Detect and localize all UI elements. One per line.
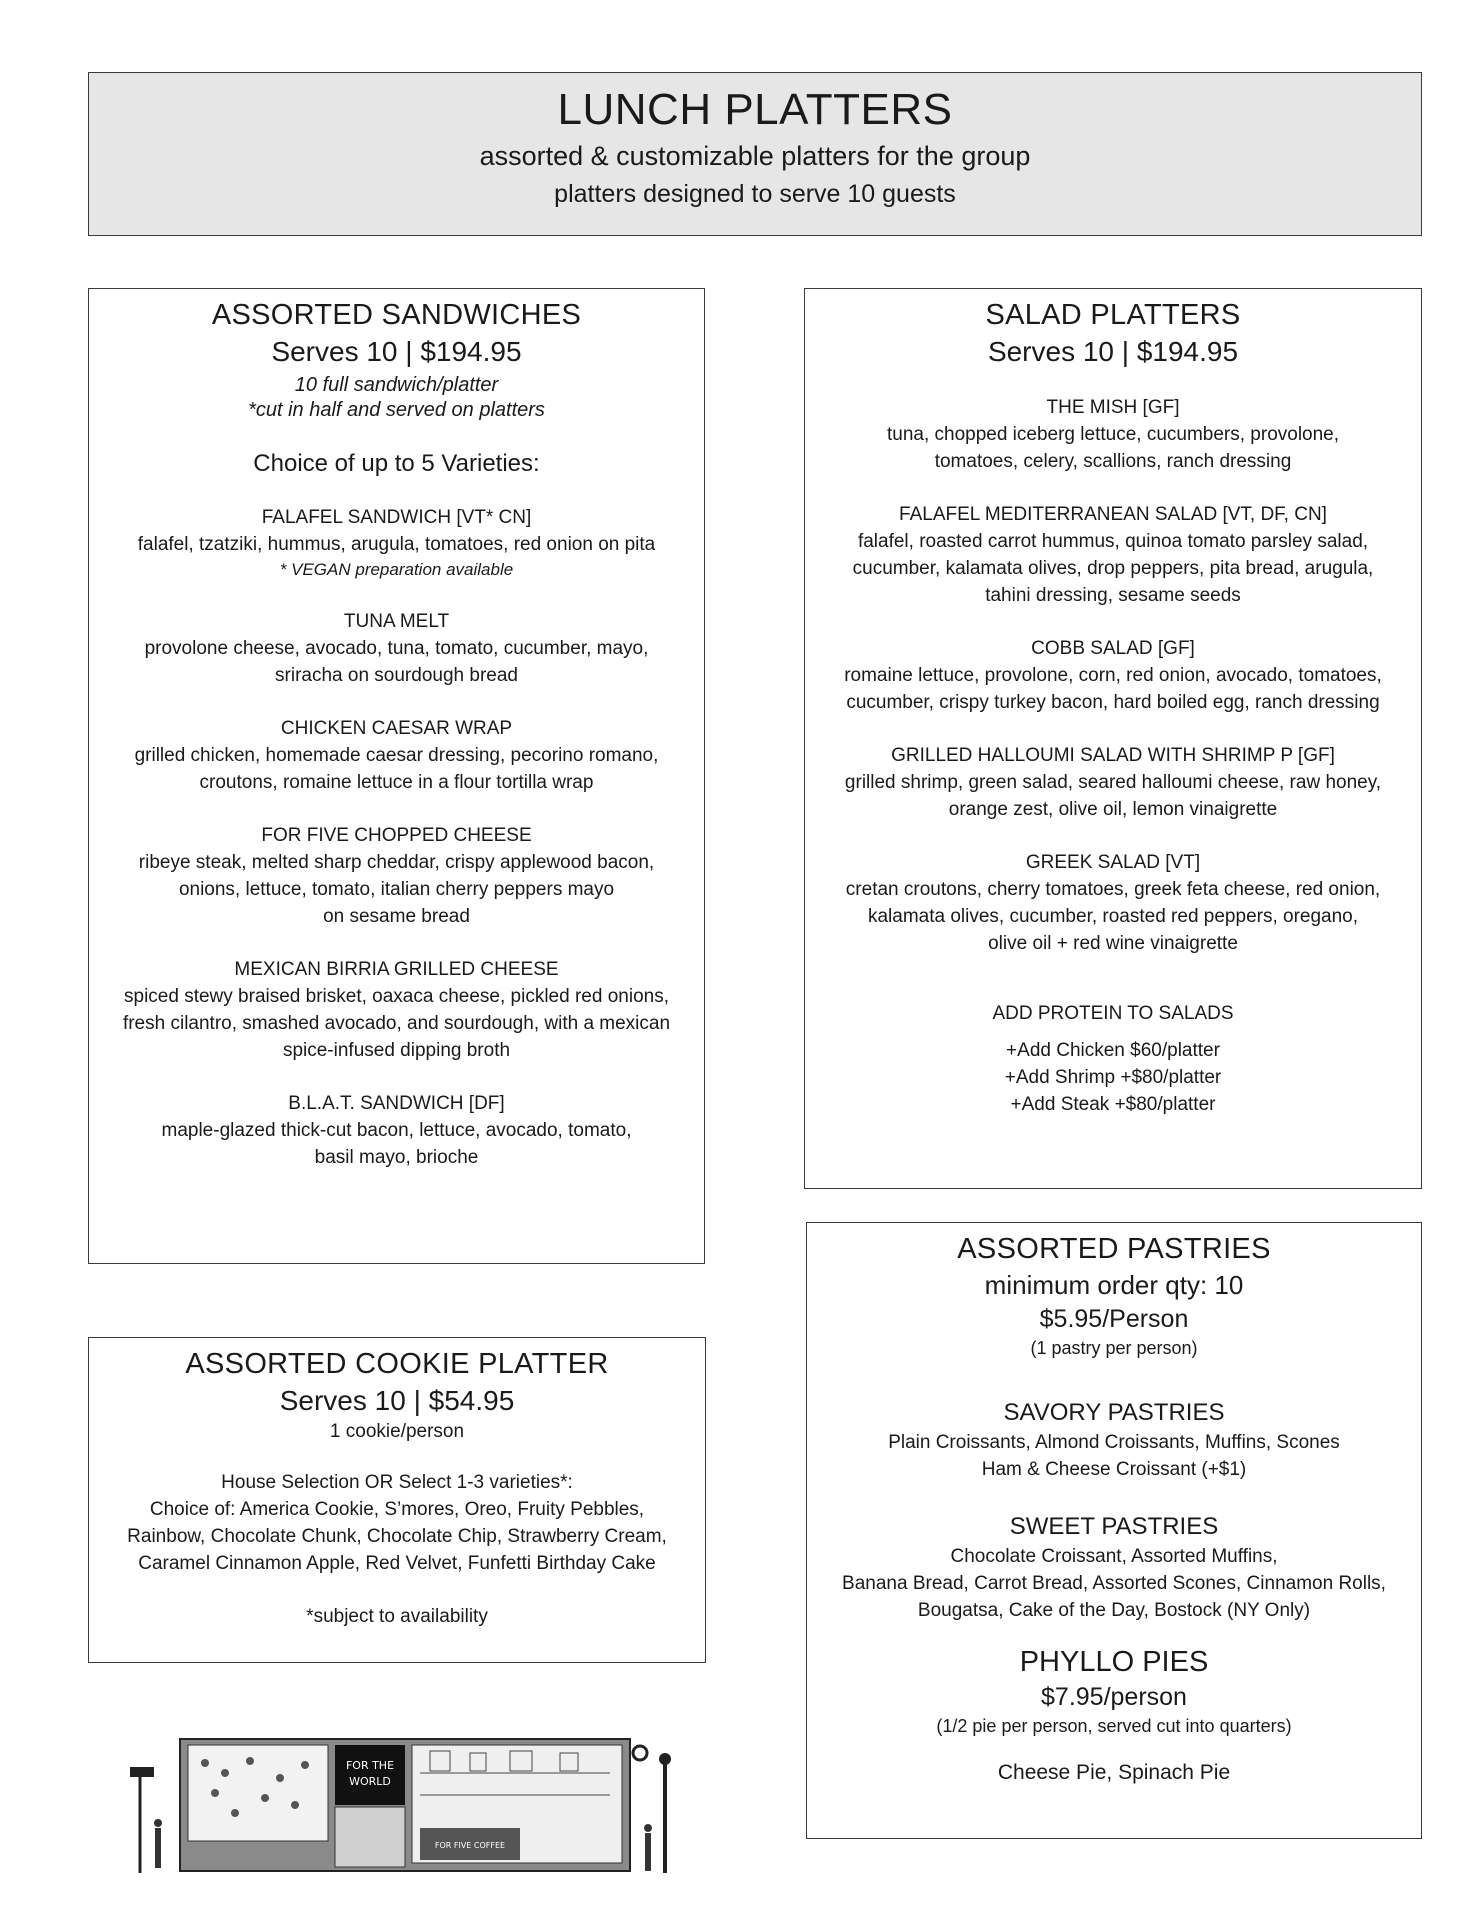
item-name: FOR FIVE CHOPPED CHEESE <box>261 825 532 846</box>
page-subtitle-2: platters designed to serve 10 guests <box>554 180 956 208</box>
sweet-list <box>807 1543 1421 1624</box>
note: *cut in half and served on platters <box>248 399 545 421</box>
sweet-heading: SWEET PASTRIES <box>1009 1513 1219 1540</box>
pastry-line: Bougatsa, Cake of the Day, Bostock (NY Only) <box>917 1600 1311 1621</box>
item-desc: falafel, tzatziki, hummus, arugula, tomatoes, red onion on pita <box>137 534 656 555</box>
item-desc: cretan croutons, cherry tomatoes, greek feta cheese, red onion, <box>845 879 1381 900</box>
menu-item <box>805 635 1421 716</box>
storefront-illustration <box>130 1733 690 1883</box>
item-desc: fresh cilantro, smashed avocado, and sourdough, with a mexican <box>122 1013 671 1034</box>
item-desc: grilled chicken, homemade caesar dressing, pecorino romano, <box>134 745 659 766</box>
item-desc: sriracha on sourdough bread <box>275 665 518 686</box>
item-desc: provolone cheese, avocado, tuna, tomato, cucumber, mayo, <box>144 638 649 659</box>
item-desc: basil mayo, brioche <box>314 1147 479 1168</box>
per-person: (1 pastry per person) <box>1030 1338 1198 1358</box>
item-desc: kalamata olives, cucumber, roasted red peppers, oregano, <box>867 906 1359 927</box>
item-name: CHICKEN CAESAR WRAP <box>280 718 513 739</box>
hanging-sign <box>633 1746 647 1760</box>
phyllo-note: (1/2 pie per person, served cut into quarters) <box>936 1716 1292 1736</box>
item-desc: tahini dressing, sesame seeds <box>985 585 1241 606</box>
protein-option: +Add Chicken $60/platter <box>1006 1040 1220 1061</box>
section-title: ASSORTED SANDWICHES <box>211 299 582 331</box>
savory-list <box>807 1429 1421 1483</box>
menu-item <box>805 742 1421 823</box>
savory-heading: SAVORY PASTRIES <box>1003 1399 1225 1426</box>
item-name: GRILLED HALLOUMI SALAD WITH SHRIMP P [GF] <box>891 745 1335 766</box>
item-desc: cucumber, crispy turkey bacon, hard boiled egg, ranch dressing <box>846 692 1380 713</box>
door-panel <box>335 1807 405 1867</box>
sandwiches-section <box>88 288 705 1264</box>
lamp-head <box>659 1753 671 1765</box>
item-desc: romaine lettuce, provolone, corn, red onion, avocado, tomatoes, <box>844 665 1382 686</box>
item-desc: falafel, roasted carrot hummus, quinoa tomato parsley salad, <box>857 531 1369 552</box>
section-title: ASSORTED PASTRIES <box>957 1233 1271 1265</box>
protein-option: +Add Steak +$80/platter <box>1010 1094 1216 1115</box>
menu-item <box>89 822 704 930</box>
pastries-section <box>806 1222 1422 1839</box>
cookie-options <box>89 1469 705 1577</box>
sign-text-line-1: FOR THE <box>345 1759 395 1772</box>
page-title: LUNCH PLATTERS <box>557 85 953 134</box>
cookie-line: House Selection OR Select 1-3 varieties*: <box>221 1472 573 1493</box>
section-title: SALAD PLATTERS <box>985 299 1241 331</box>
menu-item <box>89 608 704 689</box>
phyllo-price: $7.95/person <box>1041 1683 1187 1711</box>
item-name: FALAFEL SANDWICH [VT* CN] <box>261 507 532 528</box>
pastry-line: Plain Croissants, Almond Croissants, Muffins, Scones <box>888 1432 1340 1453</box>
item-desc: ribeye steak, melted sharp cheddar, crispy applewood bacon, <box>138 852 655 873</box>
item-name: TUNA MELT <box>343 611 450 632</box>
menu-item <box>805 394 1421 475</box>
price: $5.95/Person <box>1039 1305 1189 1333</box>
left-window <box>188 1745 328 1841</box>
serves-price: Serves 10 | $194.95 <box>987 336 1239 367</box>
cookie-line: Choice of: America Cookie, S’mores, Oreo, Fruity Pebbles, <box>149 1499 645 1520</box>
cookie-line: Caramel Cinnamon Apple, Red Velvet, Funfetti Birthday Cake <box>138 1553 656 1574</box>
item-desc: grilled shrimp, green salad, seared halloumi cheese, raw honey, <box>844 772 1382 793</box>
item-desc: spiced stewy braised brisket, oaxaca cheese, pickled red onions, <box>124 986 669 1007</box>
salad-list <box>805 394 1421 957</box>
cookies-section <box>88 1337 706 1663</box>
minimum-order: minimum order qty: 10 <box>984 1270 1244 1300</box>
protein-option: +Add Shrimp +$80/platter <box>1004 1067 1222 1088</box>
item-desc: spice-infused dipping broth <box>282 1040 511 1061</box>
item-name: GREEK SALAD [VT] <box>1025 852 1201 873</box>
menu-item <box>805 849 1421 957</box>
item-name: THE MISH [GF] <box>1046 397 1180 418</box>
pastry-line: Chocolate Croissant, Assorted Muffins, <box>950 1546 1278 1567</box>
item-desc: cucumber, kalamata olives, drop peppers, pita bread, arugula, <box>852 558 1374 579</box>
serves-price: Serves 10 | $54.95 <box>279 1385 515 1416</box>
protein-heading: ADD PROTEIN TO SALADS <box>992 1003 1234 1024</box>
sandwich-list <box>89 504 704 1171</box>
item-desc: orange zest, olive oil, lemon vinaigrette <box>948 799 1278 820</box>
item-desc: olive oil + red wine vinaigrette <box>988 933 1238 954</box>
sign-text-line-2: WORLD <box>349 1775 391 1788</box>
item-desc: tuna, chopped iceberg lettuce, cucumbers, provolone, <box>886 424 1340 445</box>
note: 10 full sandwich/platter <box>294 374 499 396</box>
pastry-line: Banana Bread, Carrot Bread, Assorted Scones, Cinnamon Rolls, <box>842 1573 1386 1594</box>
choice-heading: Choice of up to 5 Varieties: <box>253 450 540 477</box>
salads-section <box>804 288 1422 1189</box>
item-desc: tomatoes, celery, scallions, ranch dressing <box>934 451 1292 472</box>
availability-note: *subject to availability <box>306 1606 488 1627</box>
menu-item <box>89 956 704 1064</box>
section-title: ASSORTED COOKIE PLATTER <box>185 1348 609 1380</box>
street-sign <box>130 1767 154 1777</box>
phyllo-items: Cheese Pie, Spinach Pie <box>997 1761 1231 1784</box>
item-desc: onions, lettuce, tomato, italian cherry peppers mayo <box>178 879 615 900</box>
serves-price: Serves 10 | $194.95 <box>271 336 522 367</box>
item-name: B.L.A.T. SANDWICH [DF] <box>288 1093 505 1114</box>
item-name: MEXICAN BIRRIA GRILLED CHEESE <box>234 959 559 980</box>
item-desc: on sesame bread <box>323 906 470 927</box>
item-note: * VEGAN preparation available <box>279 560 514 579</box>
header-banner <box>88 72 1422 236</box>
menu-item <box>89 1090 704 1171</box>
protein-list <box>805 1037 1421 1118</box>
menu-item <box>89 504 704 582</box>
page-subtitle: assorted & customizable platters for the group <box>479 141 1031 171</box>
item-name: FALAFEL MEDITERRANEAN SALAD [VT, DF, CN] <box>899 504 1327 525</box>
menu-item <box>89 715 704 796</box>
item-name: COBB SALAD [GF] <box>1031 638 1195 659</box>
menu-item <box>805 501 1421 609</box>
cookie-line: Rainbow, Chocolate Chunk, Chocolate Chip, Strawberry Cream, <box>127 1526 667 1547</box>
per-person: 1 cookie/person <box>329 1421 465 1442</box>
counter-text: FOR FIVE COFFEE <box>434 1841 506 1850</box>
phyllo-heading: PHYLLO PIES <box>1019 1646 1209 1678</box>
item-desc: croutons, romaine lettuce in a flour tortilla wrap <box>199 772 594 793</box>
item-desc: maple-glazed thick-cut bacon, lettuce, avocado, tomato, <box>161 1120 632 1141</box>
pastry-line: Ham & Cheese Croissant (+$1) <box>981 1459 1247 1480</box>
